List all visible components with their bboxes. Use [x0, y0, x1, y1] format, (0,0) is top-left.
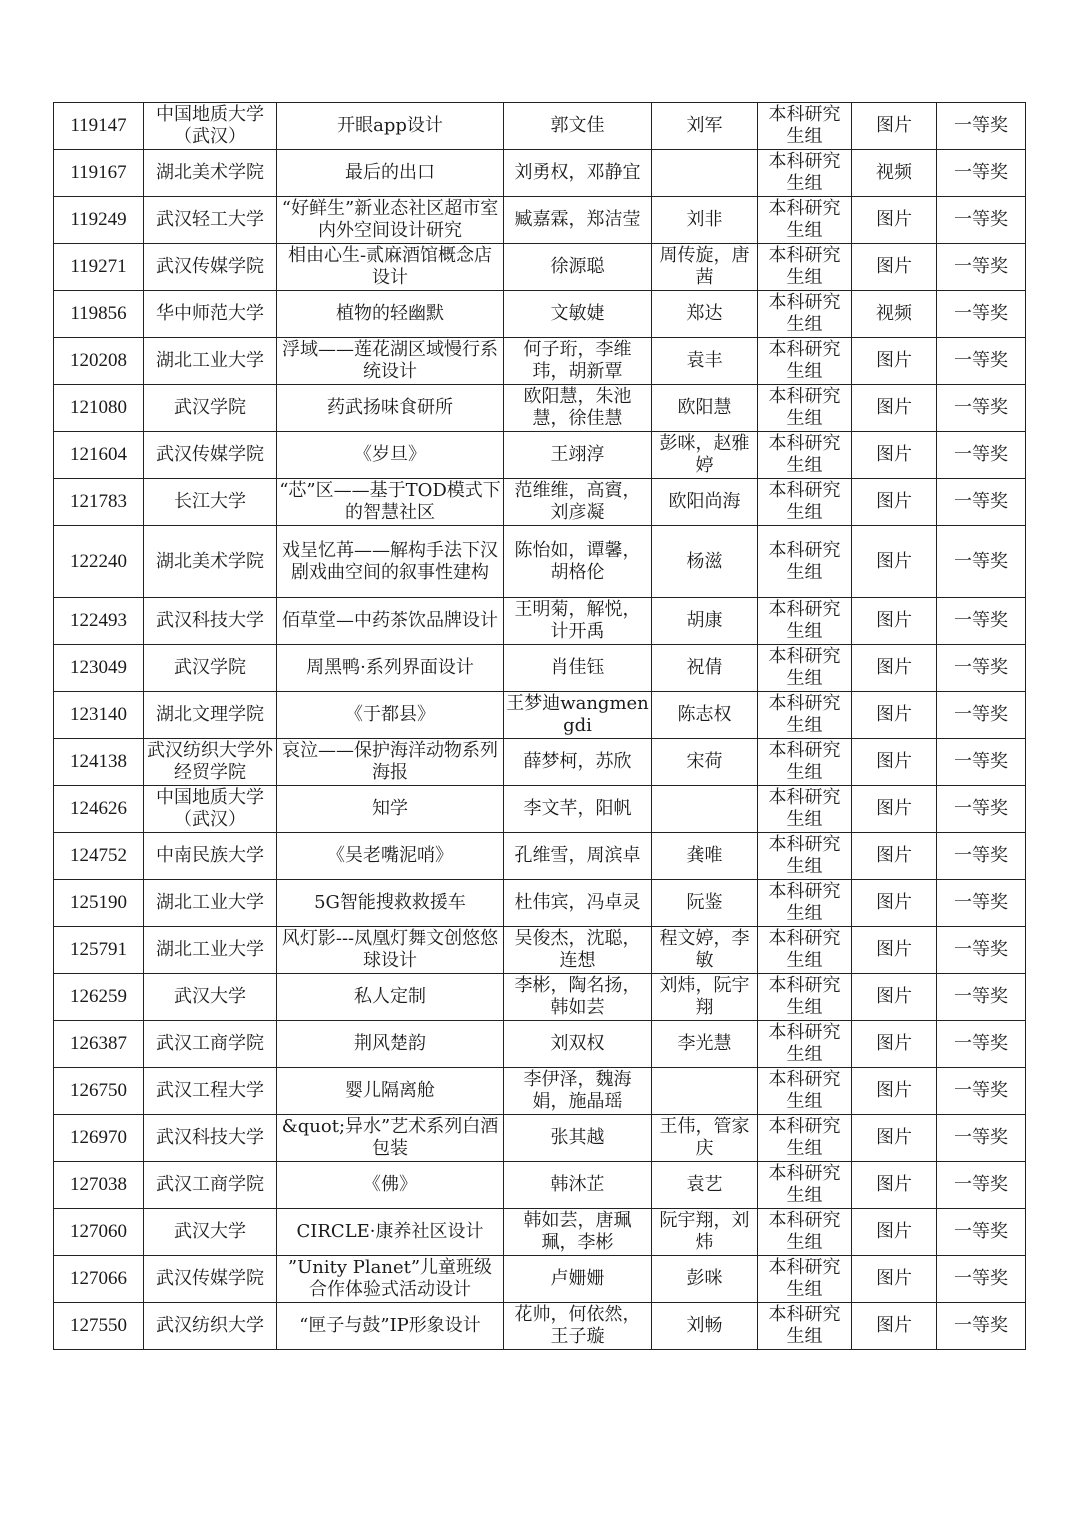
- work-title-cell: 风灯影---凤凰灯舞文创悠悠球设计: [277, 927, 504, 974]
- work-title-cell: 5G智能搜救救援车: [277, 880, 504, 927]
- award-cell: 一等奖: [937, 1256, 1026, 1303]
- entry-id-cell: 124626: [54, 786, 144, 833]
- table-row: [54, 786, 1026, 833]
- work-title-cell: “芯”区——基于TOD模式下的智慧社区: [277, 479, 504, 526]
- award-cell: 一等奖: [937, 197, 1026, 244]
- entry-id-cell: 121783: [54, 479, 144, 526]
- school-cell: 武汉科技大学: [144, 598, 277, 645]
- entry-id-cell: 119249: [54, 197, 144, 244]
- advisor-cell: 陈志权: [652, 692, 758, 739]
- work-type-cell: 图片: [852, 880, 937, 927]
- school-cell: 中国地质大学（武汉）: [144, 103, 277, 150]
- advisor-cell: 袁艺: [652, 1162, 758, 1209]
- school-cell: 湖北文理学院: [144, 692, 277, 739]
- work-title-cell: 知学: [277, 786, 504, 833]
- award-cell: 一等奖: [937, 927, 1026, 974]
- work-title-cell: 浮域——莲花湖区域慢行系统设计: [277, 338, 504, 385]
- work-title-cell: 佰草堂—中药茶饮品牌设计: [277, 598, 504, 645]
- group-cell: 本科研究生组: [758, 432, 852, 479]
- table-row: [54, 598, 1026, 645]
- entry-id-cell: 123049: [54, 645, 144, 692]
- entry-id-cell: 122240: [54, 526, 144, 598]
- award-cell: 一等奖: [937, 338, 1026, 385]
- authors-cell: 韩沐芷: [504, 1162, 652, 1209]
- group-cell: 本科研究生组: [758, 645, 852, 692]
- table-row: [54, 291, 1026, 338]
- advisor-cell: [652, 150, 758, 197]
- awards-table: [53, 102, 1026, 1350]
- group-cell: 本科研究生组: [758, 526, 852, 598]
- work-title-cell: 荆风楚韵: [277, 1021, 504, 1068]
- advisor-cell: 彭咪，赵雅婷: [652, 432, 758, 479]
- authors-cell: 王明菊，解悦，计开禹: [504, 598, 652, 645]
- work-type-cell: 图片: [852, 479, 937, 526]
- award-cell: 一等奖: [937, 432, 1026, 479]
- entry-id-cell: 125791: [54, 927, 144, 974]
- group-cell: 本科研究生组: [758, 1115, 852, 1162]
- authors-cell: 吴俊杰，沈聪，连想: [504, 927, 652, 974]
- group-cell: 本科研究生组: [758, 880, 852, 927]
- work-type-cell: 图片: [852, 432, 937, 479]
- table-row: [54, 1303, 1026, 1350]
- work-type-cell: 图片: [852, 526, 937, 598]
- work-title-cell: 私人定制: [277, 974, 504, 1021]
- authors-cell: 臧嘉霖，郑洁莹: [504, 197, 652, 244]
- work-title-cell: 哀泣——保护海洋动物系列海报: [277, 739, 504, 786]
- award-cell: 一等奖: [937, 692, 1026, 739]
- work-type-cell: 图片: [852, 1115, 937, 1162]
- authors-cell: 张其越: [504, 1115, 652, 1162]
- authors-cell: 陈怡如，谭馨，胡格伦: [504, 526, 652, 598]
- award-cell: 一等奖: [937, 645, 1026, 692]
- table-row: [54, 645, 1026, 692]
- school-cell: 华中师范大学: [144, 291, 277, 338]
- authors-cell: 王翊淳: [504, 432, 652, 479]
- authors-cell: 刘勇权，邓静宜: [504, 150, 652, 197]
- school-cell: 武汉大学: [144, 1209, 277, 1256]
- entry-id-cell: 127550: [54, 1303, 144, 1350]
- school-cell: 武汉工商学院: [144, 1021, 277, 1068]
- table-row: [54, 1115, 1026, 1162]
- advisor-cell: 程文婷，李敏: [652, 927, 758, 974]
- group-cell: 本科研究生组: [758, 1209, 852, 1256]
- group-cell: 本科研究生组: [758, 786, 852, 833]
- advisor-cell: 刘炜，阮宇翔: [652, 974, 758, 1021]
- entry-id-cell: 126970: [54, 1115, 144, 1162]
- table-row: [54, 197, 1026, 244]
- school-cell: 武汉科技大学: [144, 1115, 277, 1162]
- work-title-cell: 《岁旦》: [277, 432, 504, 479]
- group-cell: 本科研究生组: [758, 833, 852, 880]
- work-type-cell: 图片: [852, 103, 937, 150]
- work-type-cell: 图片: [852, 244, 937, 291]
- table-row: [54, 1256, 1026, 1303]
- school-cell: 中国地质大学（武汉）: [144, 786, 277, 833]
- group-cell: 本科研究生组: [758, 692, 852, 739]
- advisor-cell: 祝倩: [652, 645, 758, 692]
- award-cell: 一等奖: [937, 1209, 1026, 1256]
- advisor-cell: 胡康: [652, 598, 758, 645]
- school-cell: 湖北美术学院: [144, 150, 277, 197]
- advisor-cell: 阮鉴: [652, 880, 758, 927]
- advisor-cell: 李光慧: [652, 1021, 758, 1068]
- work-title-cell: 婴儿隔离舱: [277, 1068, 504, 1115]
- work-title-cell: 《佛》: [277, 1162, 504, 1209]
- work-type-cell: 图片: [852, 1256, 937, 1303]
- table-row: [54, 526, 1026, 598]
- school-cell: 武汉工商学院: [144, 1162, 277, 1209]
- entry-id-cell: 119856: [54, 291, 144, 338]
- advisor-cell: 刘非: [652, 197, 758, 244]
- work-title-cell: 周黑鸭·系列界面设计: [277, 645, 504, 692]
- entry-id-cell: 119271: [54, 244, 144, 291]
- work-type-cell: 图片: [852, 338, 937, 385]
- authors-cell: 孔维雪，周滨卓: [504, 833, 652, 880]
- advisor-cell: 宋荷: [652, 739, 758, 786]
- table-row: [54, 1162, 1026, 1209]
- award-cell: 一等奖: [937, 1162, 1026, 1209]
- authors-cell: 李伊泽，魏海娟，施晶瑶: [504, 1068, 652, 1115]
- school-cell: 湖北工业大学: [144, 880, 277, 927]
- group-cell: 本科研究生组: [758, 1068, 852, 1115]
- entry-id-cell: 119167: [54, 150, 144, 197]
- school-cell: 长江大学: [144, 479, 277, 526]
- work-type-cell: 视频: [852, 150, 937, 197]
- work-type-cell: 图片: [852, 1068, 937, 1115]
- authors-cell: 范维维，高賨，刘彦凝: [504, 479, 652, 526]
- work-type-cell: 图片: [852, 833, 937, 880]
- work-type-cell: 图片: [852, 197, 937, 244]
- work-title-cell: “好鲜生”新业态社区超市室内外空间设计研究: [277, 197, 504, 244]
- school-cell: 武汉传媒学院: [144, 432, 277, 479]
- advisor-cell: 阮宇翔，刘炜: [652, 1209, 758, 1256]
- awards-sheet: [53, 102, 1026, 1350]
- work-type-cell: 图片: [852, 739, 937, 786]
- award-cell: 一等奖: [937, 1068, 1026, 1115]
- award-cell: 一等奖: [937, 385, 1026, 432]
- work-type-cell: 图片: [852, 385, 937, 432]
- authors-cell: 肖佳钰: [504, 645, 652, 692]
- authors-cell: 文敏婕: [504, 291, 652, 338]
- entry-id-cell: 119147: [54, 103, 144, 150]
- award-cell: 一等奖: [937, 291, 1026, 338]
- work-title-cell: “匣子与鼓”IP形象设计: [277, 1303, 504, 1350]
- group-cell: 本科研究生组: [758, 150, 852, 197]
- authors-cell: 徐源聪: [504, 244, 652, 291]
- table-row: [54, 927, 1026, 974]
- work-type-cell: 图片: [852, 1021, 937, 1068]
- advisor-cell: [652, 786, 758, 833]
- table-row: [54, 150, 1026, 197]
- group-cell: 本科研究生组: [758, 1162, 852, 1209]
- group-cell: 本科研究生组: [758, 338, 852, 385]
- entry-id-cell: 124138: [54, 739, 144, 786]
- group-cell: 本科研究生组: [758, 103, 852, 150]
- entry-id-cell: 126750: [54, 1068, 144, 1115]
- authors-cell: 李文芊，阳帆: [504, 786, 652, 833]
- school-cell: 武汉工程大学: [144, 1068, 277, 1115]
- authors-cell: 卢姗姗: [504, 1256, 652, 1303]
- school-cell: 武汉轻工大学: [144, 197, 277, 244]
- group-cell: 本科研究生组: [758, 974, 852, 1021]
- table-row: [54, 103, 1026, 150]
- school-cell: 武汉学院: [144, 385, 277, 432]
- award-cell: 一等奖: [937, 1303, 1026, 1350]
- entry-id-cell: 123140: [54, 692, 144, 739]
- work-title-cell: 《于都县》: [277, 692, 504, 739]
- entry-id-cell: 127060: [54, 1209, 144, 1256]
- school-cell: 武汉学院: [144, 645, 277, 692]
- authors-cell: 王梦迪wangmengdi: [504, 692, 652, 739]
- work-title-cell: ”Unity Planet”儿童班级合作体验式活动设计: [277, 1256, 504, 1303]
- group-cell: 本科研究生组: [758, 598, 852, 645]
- award-cell: 一等奖: [937, 1115, 1026, 1162]
- table-row: [54, 1021, 1026, 1068]
- table-row: [54, 244, 1026, 291]
- table-row: [54, 880, 1026, 927]
- school-cell: 武汉纺织大学外经贸学院: [144, 739, 277, 786]
- advisor-cell: 欧阳尚海: [652, 479, 758, 526]
- group-cell: 本科研究生组: [758, 927, 852, 974]
- entry-id-cell: 121604: [54, 432, 144, 479]
- school-cell: 湖北工业大学: [144, 927, 277, 974]
- table-row: [54, 338, 1026, 385]
- work-type-cell: 图片: [852, 1209, 937, 1256]
- award-cell: 一等奖: [937, 150, 1026, 197]
- school-cell: 湖北工业大学: [144, 338, 277, 385]
- school-cell: 武汉大学: [144, 974, 277, 1021]
- authors-cell: 杜伟宾，冯卓灵: [504, 880, 652, 927]
- table-row: [54, 385, 1026, 432]
- award-cell: 一等奖: [937, 1021, 1026, 1068]
- entry-id-cell: 120208: [54, 338, 144, 385]
- table-row: [54, 479, 1026, 526]
- advisor-cell: 彭咪: [652, 1256, 758, 1303]
- advisor-cell: 王伟，管家庆: [652, 1115, 758, 1162]
- table-row: [54, 833, 1026, 880]
- advisor-cell: 欧阳慧: [652, 385, 758, 432]
- entry-id-cell: 122493: [54, 598, 144, 645]
- work-title-cell: 植物的轻幽默: [277, 291, 504, 338]
- work-type-cell: 图片: [852, 1162, 937, 1209]
- entry-id-cell: 124752: [54, 833, 144, 880]
- entry-id-cell: 127066: [54, 1256, 144, 1303]
- award-cell: 一等奖: [937, 739, 1026, 786]
- school-cell: 中南民族大学: [144, 833, 277, 880]
- table-row: [54, 1068, 1026, 1115]
- award-cell: 一等奖: [937, 880, 1026, 927]
- group-cell: 本科研究生组: [758, 479, 852, 526]
- advisor-cell: [652, 1068, 758, 1115]
- authors-cell: 薛梦柯，苏欣: [504, 739, 652, 786]
- award-cell: 一等奖: [937, 598, 1026, 645]
- award-cell: 一等奖: [937, 244, 1026, 291]
- work-title-cell: 最后的出口: [277, 150, 504, 197]
- table-row: [54, 432, 1026, 479]
- authors-cell: 韩如芸，唐珮珮，李彬: [504, 1209, 652, 1256]
- entry-id-cell: 127038: [54, 1162, 144, 1209]
- authors-cell: 刘双权: [504, 1021, 652, 1068]
- award-cell: 一等奖: [937, 479, 1026, 526]
- awards-table-body: [54, 103, 1026, 1350]
- group-cell: 本科研究生组: [758, 244, 852, 291]
- authors-cell: 郭文佳: [504, 103, 652, 150]
- work-title-cell: CIRCLE·康养社区设计: [277, 1209, 504, 1256]
- award-cell: 一等奖: [937, 526, 1026, 598]
- table-row: [54, 739, 1026, 786]
- entry-id-cell: 126259: [54, 974, 144, 1021]
- work-title-cell: 开眼app设计: [277, 103, 504, 150]
- entry-id-cell: 126387: [54, 1021, 144, 1068]
- school-cell: 武汉传媒学院: [144, 1256, 277, 1303]
- award-cell: 一等奖: [937, 103, 1026, 150]
- group-cell: 本科研究生组: [758, 1303, 852, 1350]
- work-type-cell: 图片: [852, 927, 937, 974]
- advisor-cell: 袁丰: [652, 338, 758, 385]
- work-type-cell: 图片: [852, 692, 937, 739]
- group-cell: 本科研究生组: [758, 1256, 852, 1303]
- group-cell: 本科研究生组: [758, 739, 852, 786]
- entry-id-cell: 121080: [54, 385, 144, 432]
- work-title-cell: 《吴老嘴泥哨》: [277, 833, 504, 880]
- table-row: [54, 1209, 1026, 1256]
- advisor-cell: 刘畅: [652, 1303, 758, 1350]
- school-cell: 武汉纺织大学: [144, 1303, 277, 1350]
- advisor-cell: 龚唯: [652, 833, 758, 880]
- advisor-cell: 周传旋，唐茜: [652, 244, 758, 291]
- work-title-cell: 药武扬味食研所: [277, 385, 504, 432]
- work-type-cell: 图片: [852, 645, 937, 692]
- authors-cell: 何子珩，李维玮，胡新覃: [504, 338, 652, 385]
- work-title-cell: &quot;异水”艺术系列白酒包装: [277, 1115, 504, 1162]
- work-title-cell: 相由心生-贰麻酒馆概念店设计: [277, 244, 504, 291]
- work-type-cell: 图片: [852, 786, 937, 833]
- entry-id-cell: 125190: [54, 880, 144, 927]
- work-type-cell: 图片: [852, 974, 937, 1021]
- work-type-cell: 图片: [852, 598, 937, 645]
- advisor-cell: 郑达: [652, 291, 758, 338]
- authors-cell: 欧阳慧，朱池慧，徐佳慧: [504, 385, 652, 432]
- award-cell: 一等奖: [937, 786, 1026, 833]
- authors-cell: 李彬，陶名扬，韩如芸: [504, 974, 652, 1021]
- table-row: [54, 692, 1026, 739]
- work-title-cell: 戏呈忆苒——解构手法下汉剧戏曲空间的叙事性建构: [277, 526, 504, 598]
- group-cell: 本科研究生组: [758, 1021, 852, 1068]
- award-cell: 一等奖: [937, 833, 1026, 880]
- work-type-cell: 图片: [852, 1303, 937, 1350]
- group-cell: 本科研究生组: [758, 291, 852, 338]
- group-cell: 本科研究生组: [758, 197, 852, 244]
- group-cell: 本科研究生组: [758, 385, 852, 432]
- school-cell: 武汉传媒学院: [144, 244, 277, 291]
- award-cell: 一等奖: [937, 974, 1026, 1021]
- authors-cell: 花帅，何依然，王子璇: [504, 1303, 652, 1350]
- advisor-cell: 杨滋: [652, 526, 758, 598]
- advisor-cell: 刘军: [652, 103, 758, 150]
- table-row: [54, 974, 1026, 1021]
- work-type-cell: 视频: [852, 291, 937, 338]
- school-cell: 湖北美术学院: [144, 526, 277, 598]
